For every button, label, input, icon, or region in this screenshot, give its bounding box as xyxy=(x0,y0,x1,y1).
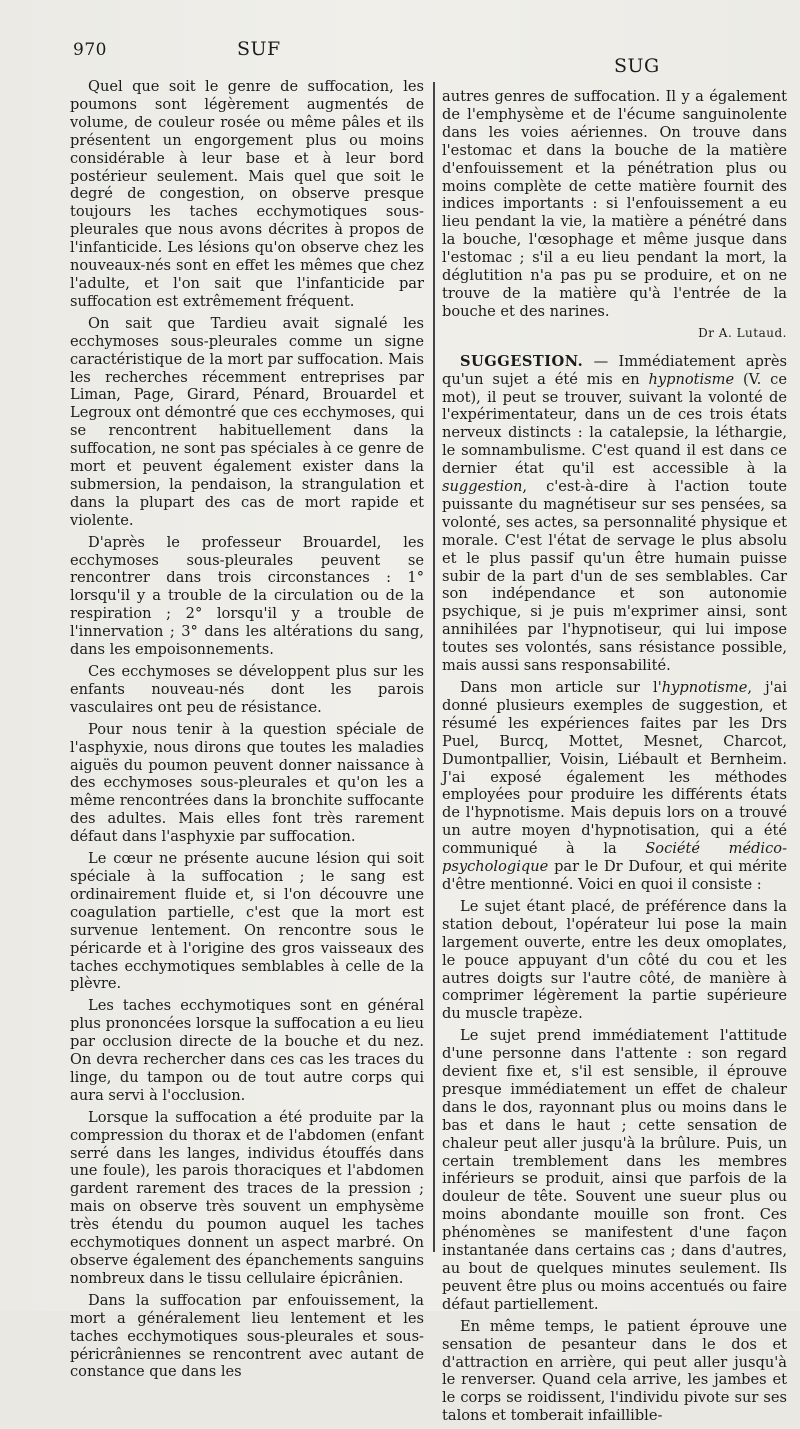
paragraph: Ces ecchymoses se développent plus sur les enfants nouveau-nés dont les parois vasculaires ont peu de résistance. xyxy=(70,663,424,716)
text-run: , c'est-à-dire à l'action toute puissante du magnétiseur sur ses pensées, sa volonté, ses actes, sa personnalité physique et morale. C'est l'état de servage le plus absolu et le plus passif qu'un être humain puisse subir de la part d'un de ses semblables. Car son indépendance et son autonomie psychique, si je puis m'exprimer ainsi, sont annihilées par l'hypnotiseur, qui lui impose toutes ses volontés, sans résistance possible, mais aussi sans responsabilité. xyxy=(442,478,787,675)
right-column xyxy=(442,88,787,1429)
paragraph: Quel que soit le genre de suffocation, les poumons sont légèrement augmentés de volume, de couleur rosée ou même pâles et ils présentent un engorgement plus ou moins considérable à leur base et à leur bord postérieur seulement. Mais quel que soit le degré de congestion, on observe presque toujours les taches ecchymotiques sous-pleurales que nous avons décrites à propos de l'infanticide. Les lésions qu'on observe chez les nouveaux-nés sont en effet les mêmes que chez l'adulte, et l'on sait que l'infanticide par suffocation est extrêmement fréquent. xyxy=(70,78,424,310)
paragraph: Le sujet prend immédiatement l'attitude d'une personne dans l'attente : son regard devient fixe et, s'il est sensible, il éprouve presque immédiatement un effet de chaleur dans le dos, rayonnant plus ou moins dans le bas et dans le haut ; cette sensation de chaleur peut aller jusqu'à la brûlure. Puis, un certain tremblement dans les membres inférieurs se produit, ainsi que parfois de la douleur de tête. Souvent une sueur plus ou moins abondante mouille son front. Ces phénomènes se manifestent d'une façon instantanée dans certains cas ; dans d'autres, au bout de quelques minutes seulement. Ils peuvent être plus ou moins accentués ou faire défaut partiellement. xyxy=(442,1027,787,1313)
author-signature: Dr A. Lutaud. xyxy=(698,325,787,340)
text-run-italic: hypnotisme xyxy=(661,679,748,696)
text-run: , j'ai donné plusieurs exemples de suggestion, et résumé les expériences faites par les Drs Puel, Burcq, Mottet, Mesnet, Charcot, Dumontpallier, Voisin, Liébault et Bernheim. J'ai exposé également les méthodes employées pour produire les différents états de l'hypnotisme. Mais depuis lors on a trouvé un autre moyen d'hypnotisation, qui a été communiqué à la xyxy=(442,679,787,858)
article-heading: SUGGESTION. xyxy=(460,352,584,370)
text-run-italic: suggestion xyxy=(442,478,523,496)
paragraph: Lorsque la suffocation a été produite par la compression du thorax et de l'abdomen (enfant serré dans les langes, individus étouffés dans une foule), les parois thoraciques et l'abdomen gardent rarement des traces de la pression ; mais on observe très souvent un emphysème très étendu du poumon auquel les taches ecchymotiques donnent un aspect marbré. On observe également des épanchements sanguins nombreux dans le tissu cellulaire épicrânien. xyxy=(70,1108,424,1287)
paragraph: Les taches ecchymotiques sont en général plus prononcées lorsque la suffocation a eu lieu par occlusion directe de la bouche et du nez. On devra rechercher dans ces cas les traces du linge, du tampon ou de tout autre corps qui aura servi à l'occlusion. xyxy=(70,997,424,1104)
text-run-italic: Société médico-psychologique xyxy=(442,840,787,876)
text-run: (V. ce mot), il peut se trouver, suivant la volonté de l'expérimentateur, dans un de ces trois états nerveux distincts : la catalepsie, la léthargie, le somnambulisme. C'est quand il est dans ce dernier état qu'il est accessible à la xyxy=(442,370,787,478)
paragraph-continuation: autres genres de suffocation. Il y a également de l'emphysème et de l'écume sanguinolente dans les voies aériennes. On trouve dans l'estomac et dans la bouche de la matière d'enfouissement et la pénétration plus ou moins complète de cette matière fournit des indices importants : si l'enfouissement a eu lieu pendant la vie, la matière a pénétré dans la bouche, l'œsophage et même jusque dans l'estomac ; s'il a eu lieu pendant la mort, la déglutition n'a pas pu se produire, et on ne trouve de la matière qu'à l'entrée de la bouche et des narines. xyxy=(442,88,787,320)
paragraph: On sait que Tardieu avait signalé les ecchymoses sous-pleurales comme un signe caractéristique de la mort par suffocation. Mais les recherches récemment entreprises par Liman, Page, Girard, Pénard, Brouardel et Legroux ont démontré que ces ecchymoses, qui se rencontrent habituellement dans la suffocation, ne sont pas spéciales à ce genre de mort et peuvent également exister dans la submersion, la pendaison, la strangulation et dans la plupart des cas de mort rapide et violente. xyxy=(70,314,425,529)
paragraph: Le cœur ne présente aucune lésion qui soit spéciale à la suffocation ; le sang est ordinairement fluide et, si l'on découvre une coagulation partielle, c'est que la mort est survenue lentement. On rencontre sous le péricarde et à l'origine des gros vaisseaux des taches ecchymotiques semblables à celle de la plèvre. xyxy=(70,850,424,993)
paragraph: D'après le professeur Brouardel, les ecchymoses sous-pleurales peuvent se rencontrer dans trois circonstances : 1° lorsqu'il y a trouble de la circulation ou de la respiration ; 2° lorsqu'il y a trouble de l'innervation ; 3° dans les altérations du sang, dans les empoisonnements. xyxy=(70,533,424,659)
running-head-left: SUF xyxy=(237,38,281,60)
text-run: — Immédiatement après qu'un sujet a été mis en xyxy=(442,352,787,388)
text-run: Dans mon article sur l' xyxy=(460,679,662,696)
paragraph: Le sujet étant placé, de préférence dans la station debout, l'opérateur lui pose la main largement ouverte, entre les deux omoplates, le pouce appuyant d'un côté du cou et les autres doigts sur l'autre côté, de manière à comprimer légèrement la partie supérieure du muscle trapèze. xyxy=(442,897,787,1023)
text-run-italic: hypnotisme xyxy=(648,370,735,388)
running-head-right: SUG xyxy=(614,55,660,77)
left-column xyxy=(70,78,424,1385)
paragraph: Pour nous tenir à la question spéciale de l'asphyxie, nous dirons que toutes les maladies aiguës du poumon peuvent donner naissance à des ecchymoses sous-pleurales et qu'on les a même rencontrées dans la bronchite suffocante des adultes. Mais elles font très rarement défaut dans l'asphyxie par suffocation. xyxy=(70,720,424,846)
text-run: par le Dr Dufour, et qui mérite d'être mentionné. Voici en quoi il consiste : xyxy=(442,858,787,893)
article-intro xyxy=(442,353,787,675)
paragraph: Dans la suffocation par enfouissement, la mort a généralement lieu lentement et les taches ecchymotiques sous-pleurales et sous-péricrâniennes se rencontrent avec autant de constance que dans les xyxy=(70,1291,424,1381)
page-number: 970 xyxy=(73,40,107,60)
column-divider xyxy=(433,82,435,1252)
paragraph: En même temps, le patient éprouve une sensation de pesanteur dans le dos et d'attraction en arrière, qui peut aller jusqu'à le renverser. Quand cela arrive, les jambes et le corps se roidissent, l'individu pivote sur ses talons et tomberait infaillible- xyxy=(442,1317,787,1425)
paragraph xyxy=(442,679,787,894)
